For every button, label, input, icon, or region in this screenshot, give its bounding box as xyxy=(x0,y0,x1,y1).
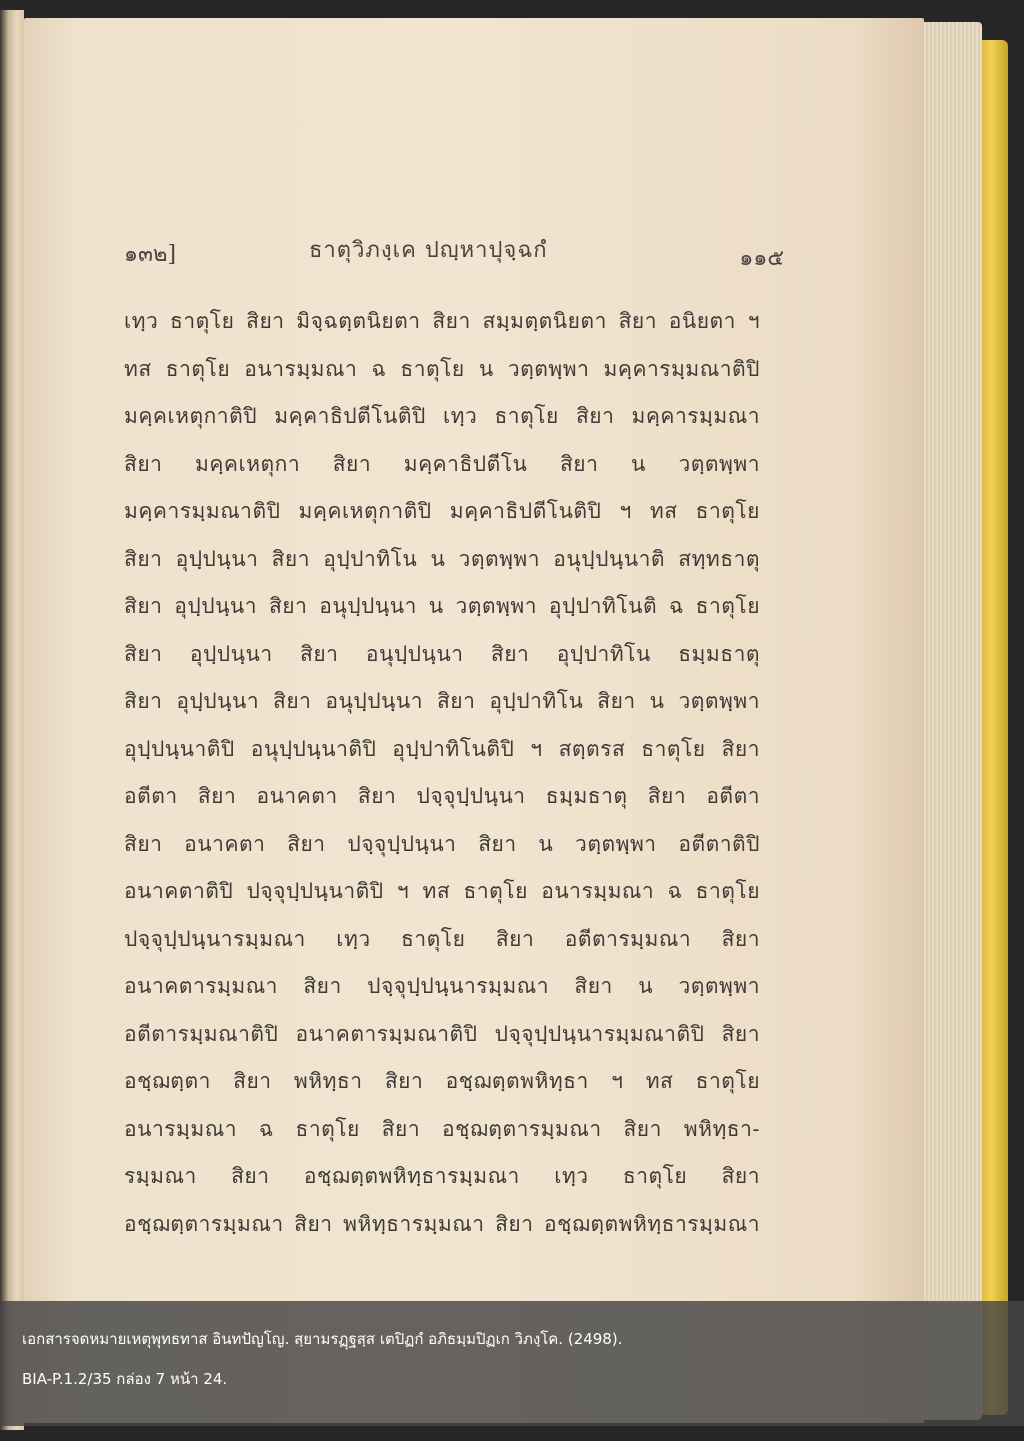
text-line: สิยา อุปฺปนฺนา สิยา อุปฺปาทิโน น วตฺตพฺพา อนุปฺปนฺนาติ สทฺทธาตุ xyxy=(124,546,760,571)
archive-caption xyxy=(0,1301,1024,1426)
text-line: อุปฺปนฺนาติปิ อนุปฺปนฺนาติปิ อุปฺปาทิโนติปิ ฯ สตฺตรส ธาตุโย สิยา xyxy=(124,736,760,761)
book-cover-edge xyxy=(978,40,1008,1415)
text-line: อนาคตารมฺมณา สิยา ปจฺจุปฺปนฺนารมฺมณา สิยา น วตฺตพฺพา xyxy=(124,974,760,998)
header-left-number: ๑๓๒] xyxy=(124,242,177,267)
text-line: มคฺคเหตุกาติปิ มคฺคาธิปตีโนติปิ เทฺว ธาตุโย สิยา มคฺคารมฺมณา xyxy=(124,404,760,428)
text-line: สิยา อุปฺปนฺนา สิยา อนุปฺปนฺนา สิยา อุปฺปาทิโน สิยา น วตฺตพฺพา xyxy=(124,689,760,713)
text-line: อชฺฌตฺตา สิยา พหิทฺธา สิยา อชฺฌตฺตพหิทฺธา ฯ ทส ธาตุโย xyxy=(124,1069,760,1093)
text-line: สิยา มคฺคเหตุกา สิยา มคฺคาธิปตีโน สิยา น วตฺตพฺพา xyxy=(124,451,760,476)
text-line: เทฺว ธาตุโย สิยา มิจฺฉตฺตนิยตา สิยา สมฺมตฺตนิยตา สิยา อนิยตา ฯ xyxy=(124,309,760,333)
text-line: สิยา อุปฺปนฺนา สิยา อนุปฺปนฺนา น วตฺตพฺพา อุปฺปาทิโนติ ฉ ธาตุโย xyxy=(124,594,760,618)
page-number: ๑๑๕ xyxy=(739,246,784,271)
text-line: อนารมฺมณา ฉ ธาตุโย สิยา อชฺฌตฺตารมฺมณา สิยา พหิทฺธา- xyxy=(124,1116,760,1141)
text-line: สิยา อุปฺปนฺนา สิยา อนุปฺปนฺนา สิยา อุปฺปาทิโน ธมฺมธาตุ xyxy=(124,641,760,666)
page-header xyxy=(124,232,784,272)
caption-reference: BIA-P.1.2/35 กล่อง 7 หน้า 24. xyxy=(22,1370,228,1388)
text-line: สิยา อนาคตา สิยา ปจฺจุปฺปนฺนา สิยา น วตฺตพฺพา อตีตาติปิ xyxy=(124,831,760,856)
page-stack-edge xyxy=(920,22,982,1420)
text-line: อตีตารมฺมณาติปิ อนาคตารมฺมณาติปิ ปจฺจุปฺปนฺนารมฺมณาติปิ สิยา xyxy=(124,1021,760,1046)
text-line: อตีตา สิยา อนาคตา สิยา ปจฺจุปฺปนฺนา ธมฺมธาตุ สิยา อตีตา xyxy=(124,784,760,808)
header-title: ธาตุวิภงฺเค ปญฺหาปุจฺฉกํ xyxy=(309,238,548,263)
left-page-edge xyxy=(0,10,24,1430)
text-line: รมฺมณา สิยา อชฺฌตฺตพหิทฺธารมฺมณา เทฺว ธาตุโย สิยา xyxy=(124,1164,760,1188)
text-line: ทส ธาตุโย อนารมฺมณา ฉ ธาตุโย น วตฺตพฺพา มคฺคารมฺมณาติปิ xyxy=(124,356,760,381)
text-line: อชฺฌตฺตารมฺมณา สิยา พหิทฺธารมฺมณา สิยา อชฺฌตฺตพหิทฺธารมฺมณา xyxy=(124,1211,760,1236)
page-body-text xyxy=(124,298,760,1248)
text-line: อนาคตาติปิ ปจฺจุปฺปนฺนาติปิ ฯ ทส ธาตุโย อนารมฺมณา ฉ ธาตุโย xyxy=(124,879,760,903)
caption-title: เอกสารจดหมายเหตุพุทธทาส อินทปัญโญ. สฺยามรฏฺฐสฺส เตปิฏกํ อภิธมฺมปิฏเก วิภงฺโค. (2498). xyxy=(22,1330,623,1348)
text-line: ปจฺจุปฺปนฺนารมฺมณา เทฺว ธาตุโย สิยา อตีตารมฺมณา สิยา xyxy=(124,926,760,951)
text-line: มคฺคารมฺมณาติปิ มคฺคเหตุกาติปิ มคฺคาธิปตีโนติปิ ฯ ทส ธาตุโย xyxy=(124,499,760,523)
